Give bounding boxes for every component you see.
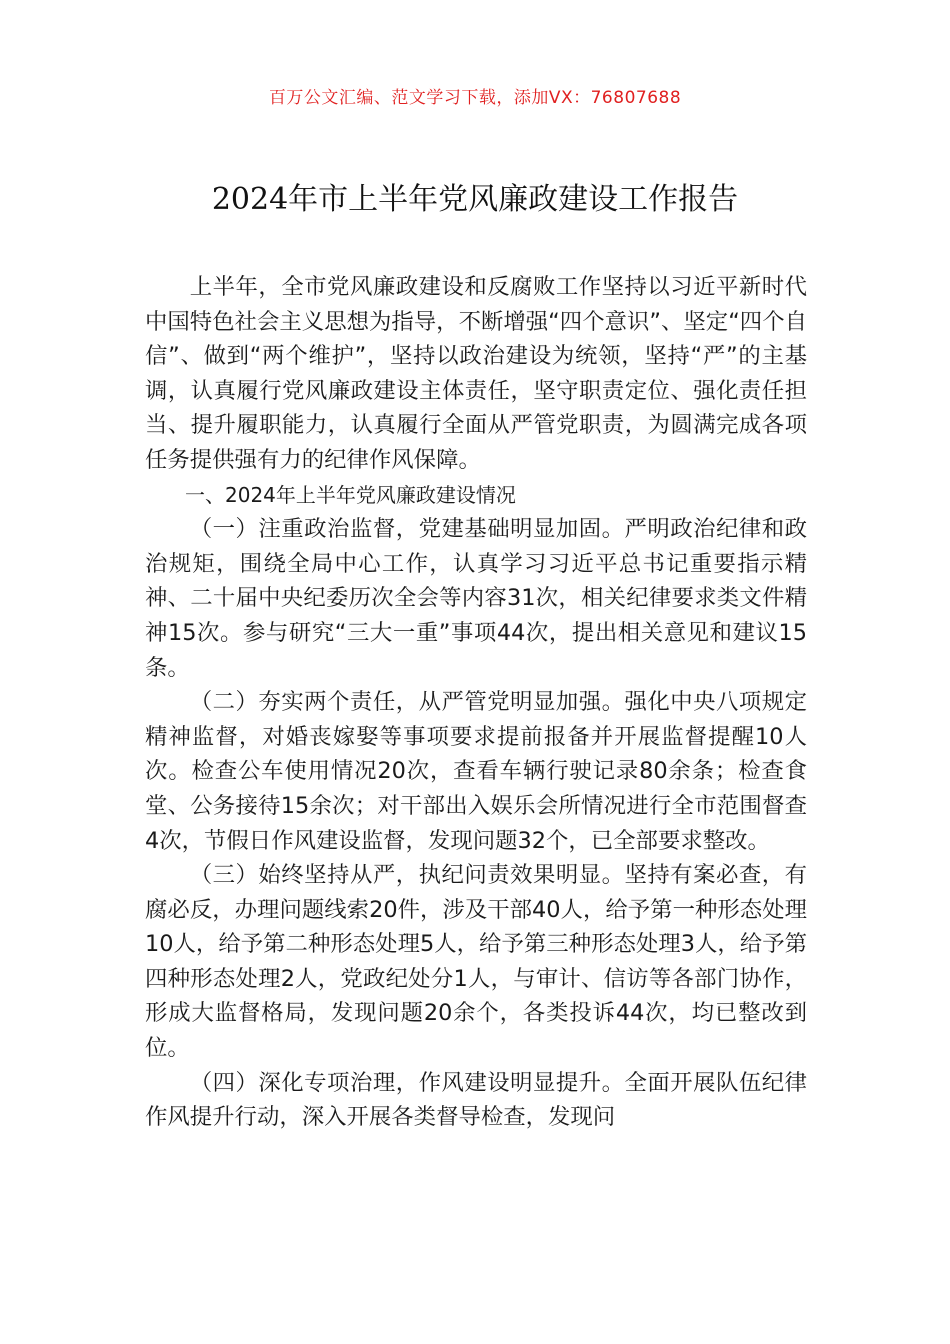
- section-heading-1: 一、2024年上半年党风廉政建设情况: [185, 482, 516, 507]
- document-title: 2024年市上半年党风廉政建设工作报告: [211, 182, 739, 217]
- header-note: 百万公文汇编、范文学习下载，添加VX：76807688: [268, 88, 682, 108]
- document-body: [145, 270, 807, 1135]
- paragraph-special-governance: （四）深化专项治理，作风建设明显提升。全面开展队伍纪律作风提升行动，深入开展各类督导检查，发现问: [145, 1069, 807, 1131]
- paragraph-two-responsibilities: （二）夯实两个责任，从严管党明显加强。强化中央八项规定精神监督，对婚丧嫁娶等事项要求提前报备并开展监督提醒10人次。检查公车使用情况20次，查看车辆行驶记录80余条；检查食堂、公务接待15余次；对干部出入娱乐会所情况进行全市范围督查4次，节假日作风建设监督，发现问题32个，已全部要求整改。: [145, 689, 807, 854]
- paragraph-discipline-accountability: （三）始终坚持从严，执纪问责效果明显。坚持有案必查，有腐必反，办理问题线索20件，涉及干部40人，给予第一种形态处理10人，给予第二种形态处理5人，给予第三种形态处理3人，给予第四种形态处理2人，党政纪处分1人，与审计、信访等各部门协作，形成大监督格局，发现问题20余个，各类投诉44次，均已整改到位。: [145, 862, 807, 1062]
- paragraph-intro: 上半年，全市党风廉政建设和反腐败工作坚持以习近平新时代中国特色社会主义思想为指导，不断增强“四个意识”、坚定“四个自信”、做到“两个维护”，坚持以政治建设为统领，坚持“严”的主基调，认真履行党风廉政建设主体责任，坚守职责定位、强化责任担当、提升履职能力，认真履行全面从严管党职责，为圆满完成各项任务提供强有力的纪律作风保障。: [145, 274, 807, 473]
- paragraph-political-supervision: （一）注重政治监督，党建基础明显加固。严明政治纪律和政治规矩，围绕全局中心工作，认真学习习近平总书记重要指示精神、二十届中央纪委历次全会等内容31次，相关纪律要求类文件精神15次。参与研究“三大一重”事项44次，提出相关意见和建议15条。: [145, 516, 807, 681]
